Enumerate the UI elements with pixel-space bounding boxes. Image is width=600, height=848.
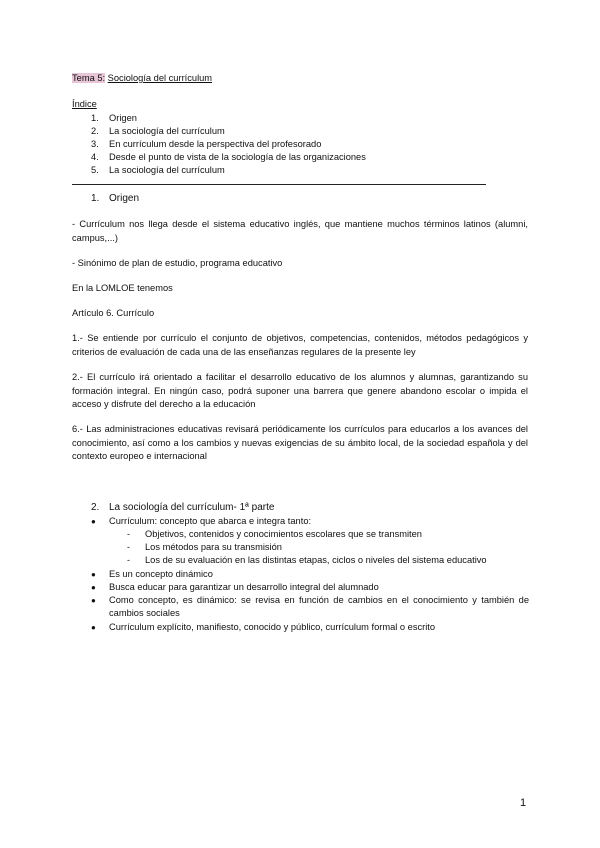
section2-heading: La sociología del currículum- 1ª parte: [109, 502, 275, 513]
horizontal-rule: [72, 184, 486, 185]
index-item-3: En currículum desde la perspectiva del profesorado: [109, 139, 322, 149]
paragraph-lomloe: En la LOMLOE tenemos: [72, 283, 173, 293]
bullet-icon: ●: [91, 596, 96, 605]
page-number: 1: [520, 797, 527, 809]
bullet-icon: ●: [91, 570, 96, 579]
index-item-2: La sociología del currículum: [109, 126, 225, 136]
sub-item-3: Los de su evaluación en las distintas etapas, ciclos o niveles del sistema educativo: [145, 555, 487, 565]
bullet-item-2: Es un concepto dinámico: [109, 569, 213, 579]
bullet-icon: ●: [91, 623, 96, 632]
bullet-item-1: Currículum: concepto que abarca e integra tanto:: [109, 516, 312, 526]
paragraph-article: Artículo 6. Currículo: [72, 308, 155, 318]
index-item-4: Desde el punto de vista de la sociología de las organizaciones: [109, 152, 366, 162]
section1-num: 1.: [91, 193, 100, 204]
index-heading: Índice: [72, 99, 97, 109]
paragraph-art-1: 1.- Se entiende por currículo el conjunto de objetivos, competencias, contenidos, métodos pedagógicos y criterios de evaluación de cada una de las enseñanzas regulares de la presente ley: [72, 333, 528, 357]
index-num-5: 5.: [91, 165, 99, 175]
paragraph-art-2: 2.- El currículo irá orientado a facilitar el desarrollo educativo de los alumnos y alumnas, garantizando su formación integral. En ningún caso, podrá suponer una barrera que genere abandono escolar o impida el acceso y disfrute del derecho a la educación: [72, 372, 528, 409]
title-prefix: Tema 5:: [72, 73, 106, 83]
section2-num: 2.: [91, 502, 100, 513]
paragraph-synonym: - Sinónimo de plan de estudio, programa educativo: [72, 258, 283, 268]
dash-icon: -: [127, 542, 130, 552]
bullet-icon: ●: [91, 583, 96, 592]
bullet-item-5: Currículum explícito, manifiesto, conocido y público, currículum formal o escrito: [109, 622, 436, 632]
paragraph-origin: - Currículum nos llega desde el sistema educativo inglés, que mantiene muchos términos latinos (alumni, campus,...): [72, 219, 528, 243]
bullet-item-4: Como concepto, es dinámico: se revisa en función de cambios en el conocimiento y también de cambios sociales: [109, 595, 529, 618]
section1-heading: Origen: [109, 193, 140, 204]
index-num-4: 4.: [91, 152, 99, 162]
index-item-1: Origen: [109, 113, 137, 123]
bullet-item-3: Busca educar para garantizar un desarrollo integral del alumnado: [109, 582, 379, 592]
index-num-1: 1.: [91, 113, 99, 123]
index-num-2: 2.: [91, 126, 99, 136]
index-num-3: 3.: [91, 139, 99, 149]
bullet-icon: ●: [91, 517, 96, 526]
paragraph-art-6: 6.- Las administraciones educativas revisará periódicamente los currículos para educarlos a los avances del conocimiento, así como a los cambios y nuevas exigencias de su ámbito local, de la sociedad española y del contexto europeo e internacional: [72, 424, 528, 461]
dash-icon: -: [127, 529, 130, 539]
sub-item-2: Los métodos para su transmisión: [145, 542, 282, 552]
index-item-5: La sociología del currículum: [109, 165, 225, 175]
dash-icon: -: [127, 555, 130, 565]
title-text: Sociología del currículum: [107, 73, 213, 83]
sub-item-1: Objetivos, contenidos y conocimientos escolares que se transmiten: [145, 529, 422, 539]
document-title: [72, 72, 212, 85]
